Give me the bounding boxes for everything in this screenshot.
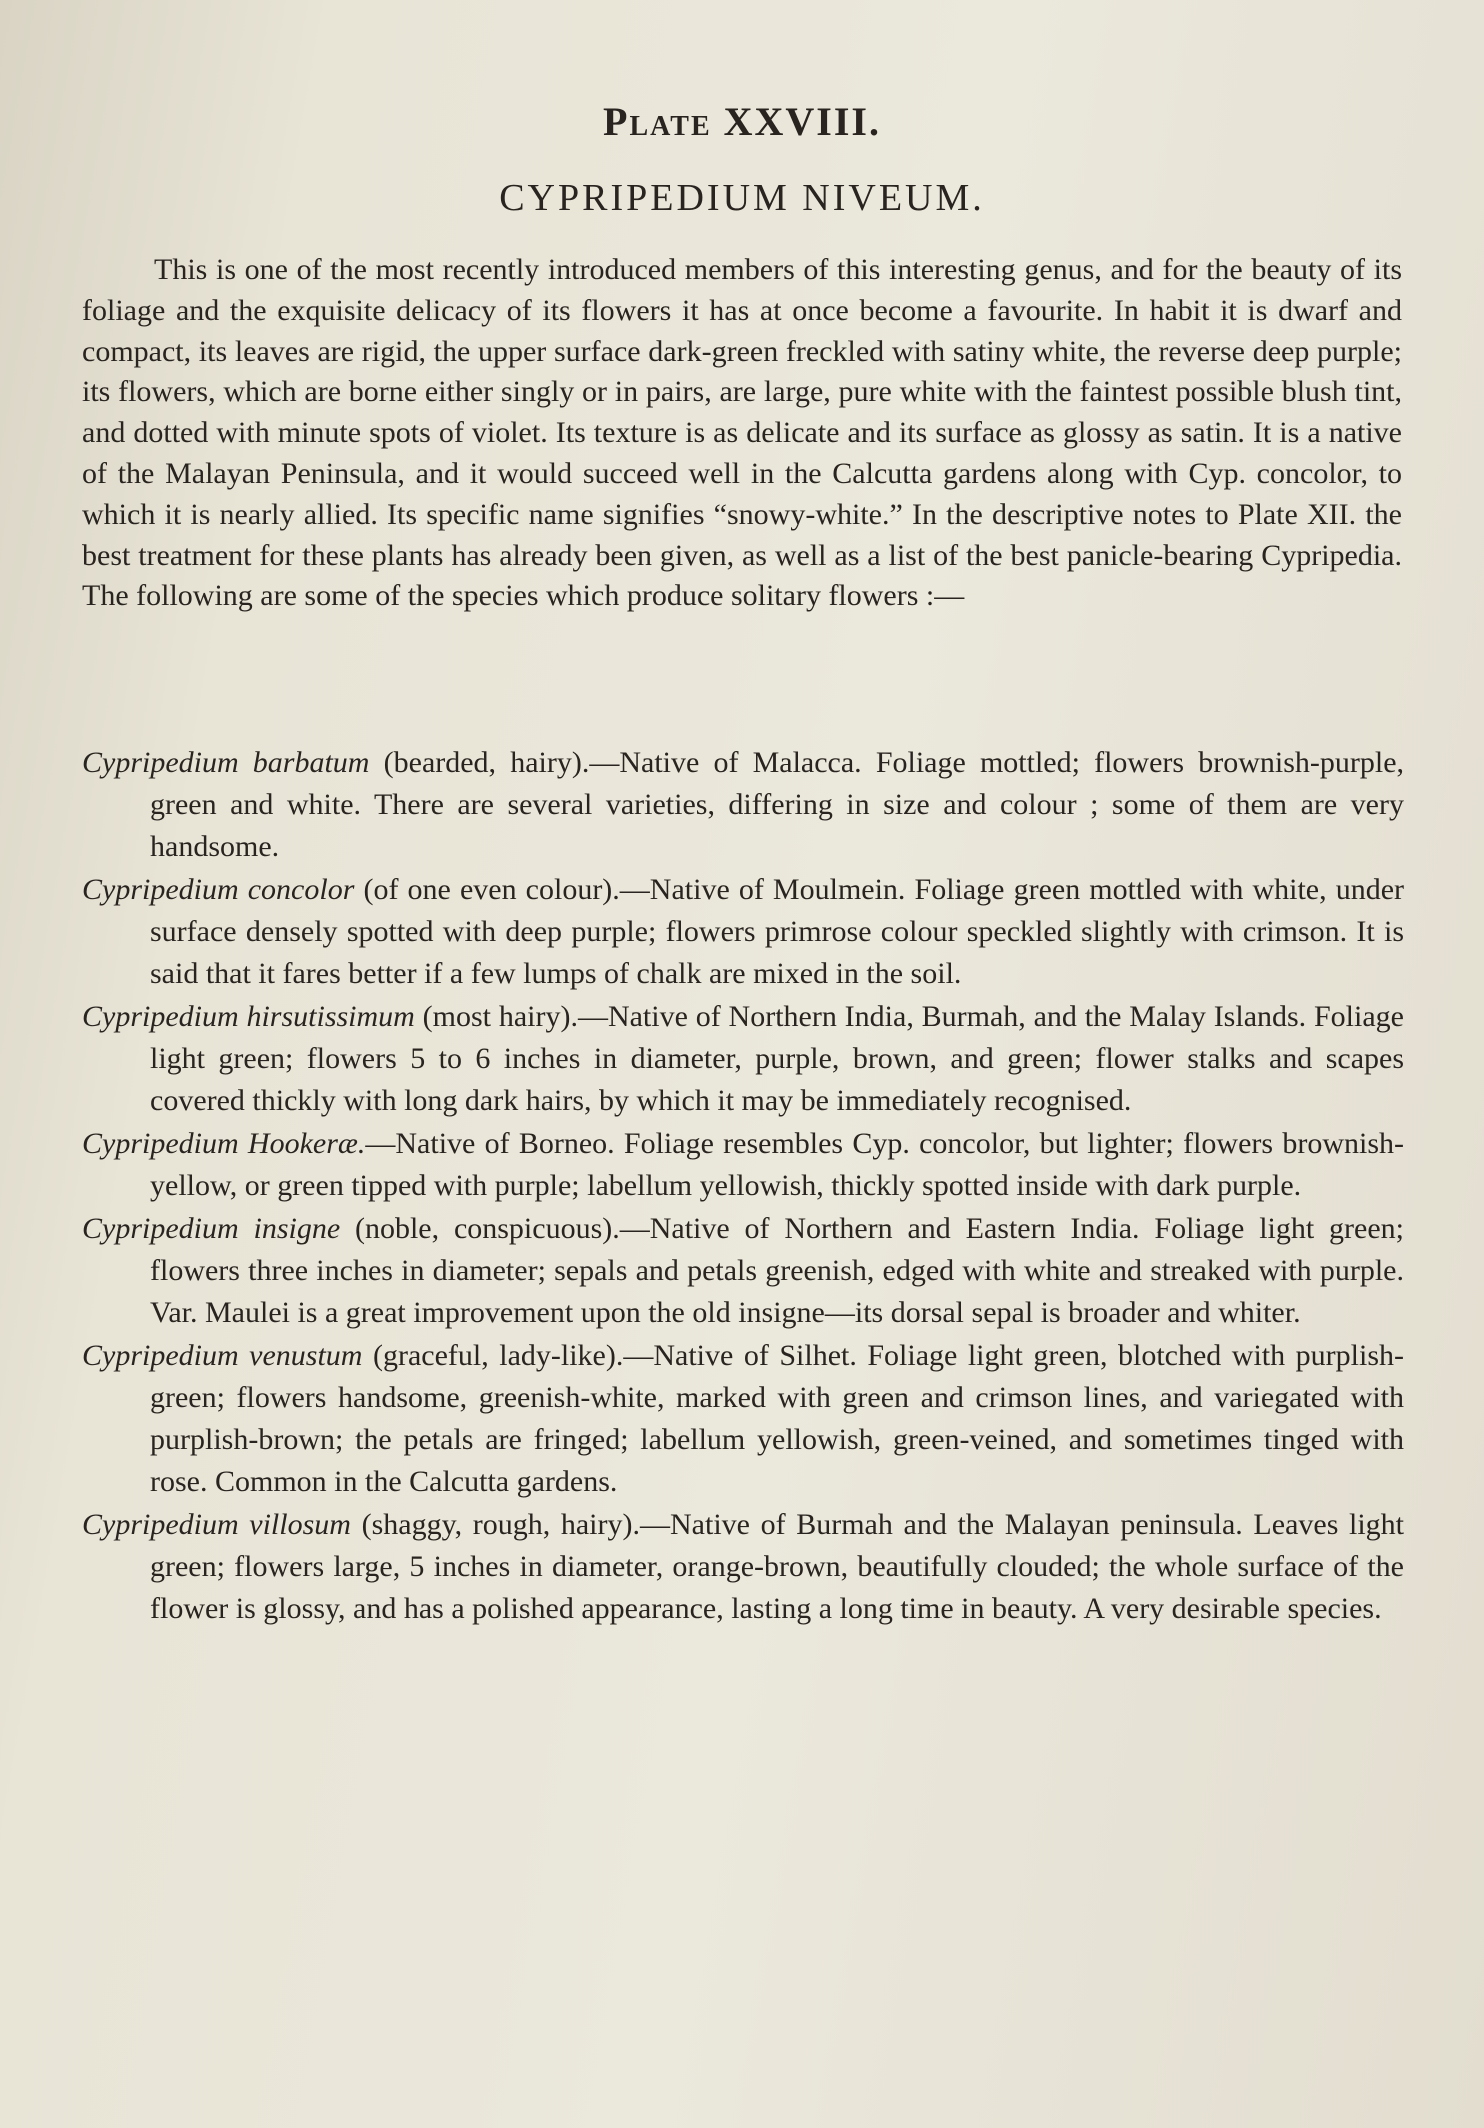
species-entry-hookerae bbox=[82, 1123, 1404, 1207]
intro-paragraph: This is one of the most recently introduced members of this interesting genus, and for the beauty of its foliage and the exquisite delicacy of its flowers it has at once become a favourite. In habit it is dwarf and compact, its leaves are rigid, the upper surface dark-green freckled with satiny white, the reverse deep purple; its flowers, which are borne either singly or in pairs, are large, pure white with the faintest possible blush tint, and dotted with minute spots of violet. Its texture is as delicate and its surface as glossy as satin. It is a native of the Malayan Peninsula, and it would succeed well in the Calcutta gardens along with Cyp. concolor, to which it is nearly allied. Its specific name signifies “snowy-white.” In the descriptive notes to Plate XII. the best treatment for these plants has already been given, as well as a list of the best panicle-bearing Cypripedia. The following are some of the species which produce solitary flowers :— bbox=[82, 253, 1402, 613]
species-entry-concolor bbox=[82, 869, 1404, 995]
species-name: Cypripedium venustum bbox=[82, 1339, 363, 1372]
species-name: Cypripedium concolor bbox=[82, 873, 355, 906]
species-entry-insigne bbox=[82, 1208, 1404, 1334]
species-description: (most hairy).—Native of Northern India, Burmah, and the Malay Islands. Foliage light green; flowers 5 to 6 inches in diameter, purple, brown, and green; flower stalks and scapes covered thickly with long dark hairs, by which it may be immediately recognised. bbox=[150, 1000, 1404, 1117]
species-name: Cypripedium barbatum bbox=[82, 746, 370, 779]
species-name: Cypripedium hirsutissimum bbox=[82, 1000, 415, 1033]
species-entry-barbatum bbox=[82, 742, 1404, 868]
species-entry-venustum bbox=[82, 1335, 1404, 1503]
species-name: Cypripedium insigne bbox=[82, 1212, 341, 1245]
species-description: (bearded, hairy).—Native of Malacca. Foliage mottled; flowers brownish-purple, green and white. There are several varieties, differing in size and colour ; some of them are very handsome. bbox=[150, 746, 1405, 863]
species-description: —Native of Borneo. Foliage resembles Cyp. concolor, but lighter; flowers brownish-yellow, or green tipped with purple; labellum yellowish, thickly spotted inside with dark purple. bbox=[150, 1127, 1404, 1202]
species-name: Cypripedium villosum bbox=[82, 1508, 351, 1541]
plate-number: Plate XXVIII. bbox=[603, 99, 881, 144]
species-entry-hirsutissimum bbox=[82, 996, 1404, 1122]
species-list bbox=[82, 742, 1404, 1631]
plate-title: CYPRIPEDIUM NIVEUM. bbox=[499, 177, 985, 219]
species-entry-villosum bbox=[82, 1504, 1404, 1630]
species-description: (graceful, lady-like).—Native of Silhet. Foliage light green, blotched with purplish-green; flowers handsome, greenish-white, marked with green and crimson lines, and variegated with purplish-brown; the petals are fringed; labellum yellowish, green-veined, and sometimes tinged with rose. Common in the Calcutta gardens. bbox=[150, 1339, 1404, 1498]
species-name: Cypripedium Hookeræ. bbox=[82, 1127, 366, 1160]
species-description: (shaggy, rough, hairy).—Native of Burmah and the Malayan peninsula. Leaves light green; flowers large, 5 inches in diameter, orange-brown, beautifully clouded; the whole surface of the flower is glossy, and has a polished appearance, lasting a long time in beauty. A very desirable species. bbox=[150, 1508, 1405, 1625]
species-description: (noble, conspicuous).—Native of Northern and Eastern India. Foliage light green; flowers three inches in diameter; sepals and petals greenish, edged with white and streaked with purple. Var. Maulei is a great improvement upon the old insigne—its dorsal sepal is broader and whiter. bbox=[150, 1212, 1404, 1329]
species-description: (of one even colour).—Native of Moulmein. Foliage green mottled with white, under surface densely spotted with deep purple; flowers primrose colour speckled slightly with crimson. It is said that it fares better if a few lumps of chalk are mixed in the soil. bbox=[150, 873, 1405, 990]
